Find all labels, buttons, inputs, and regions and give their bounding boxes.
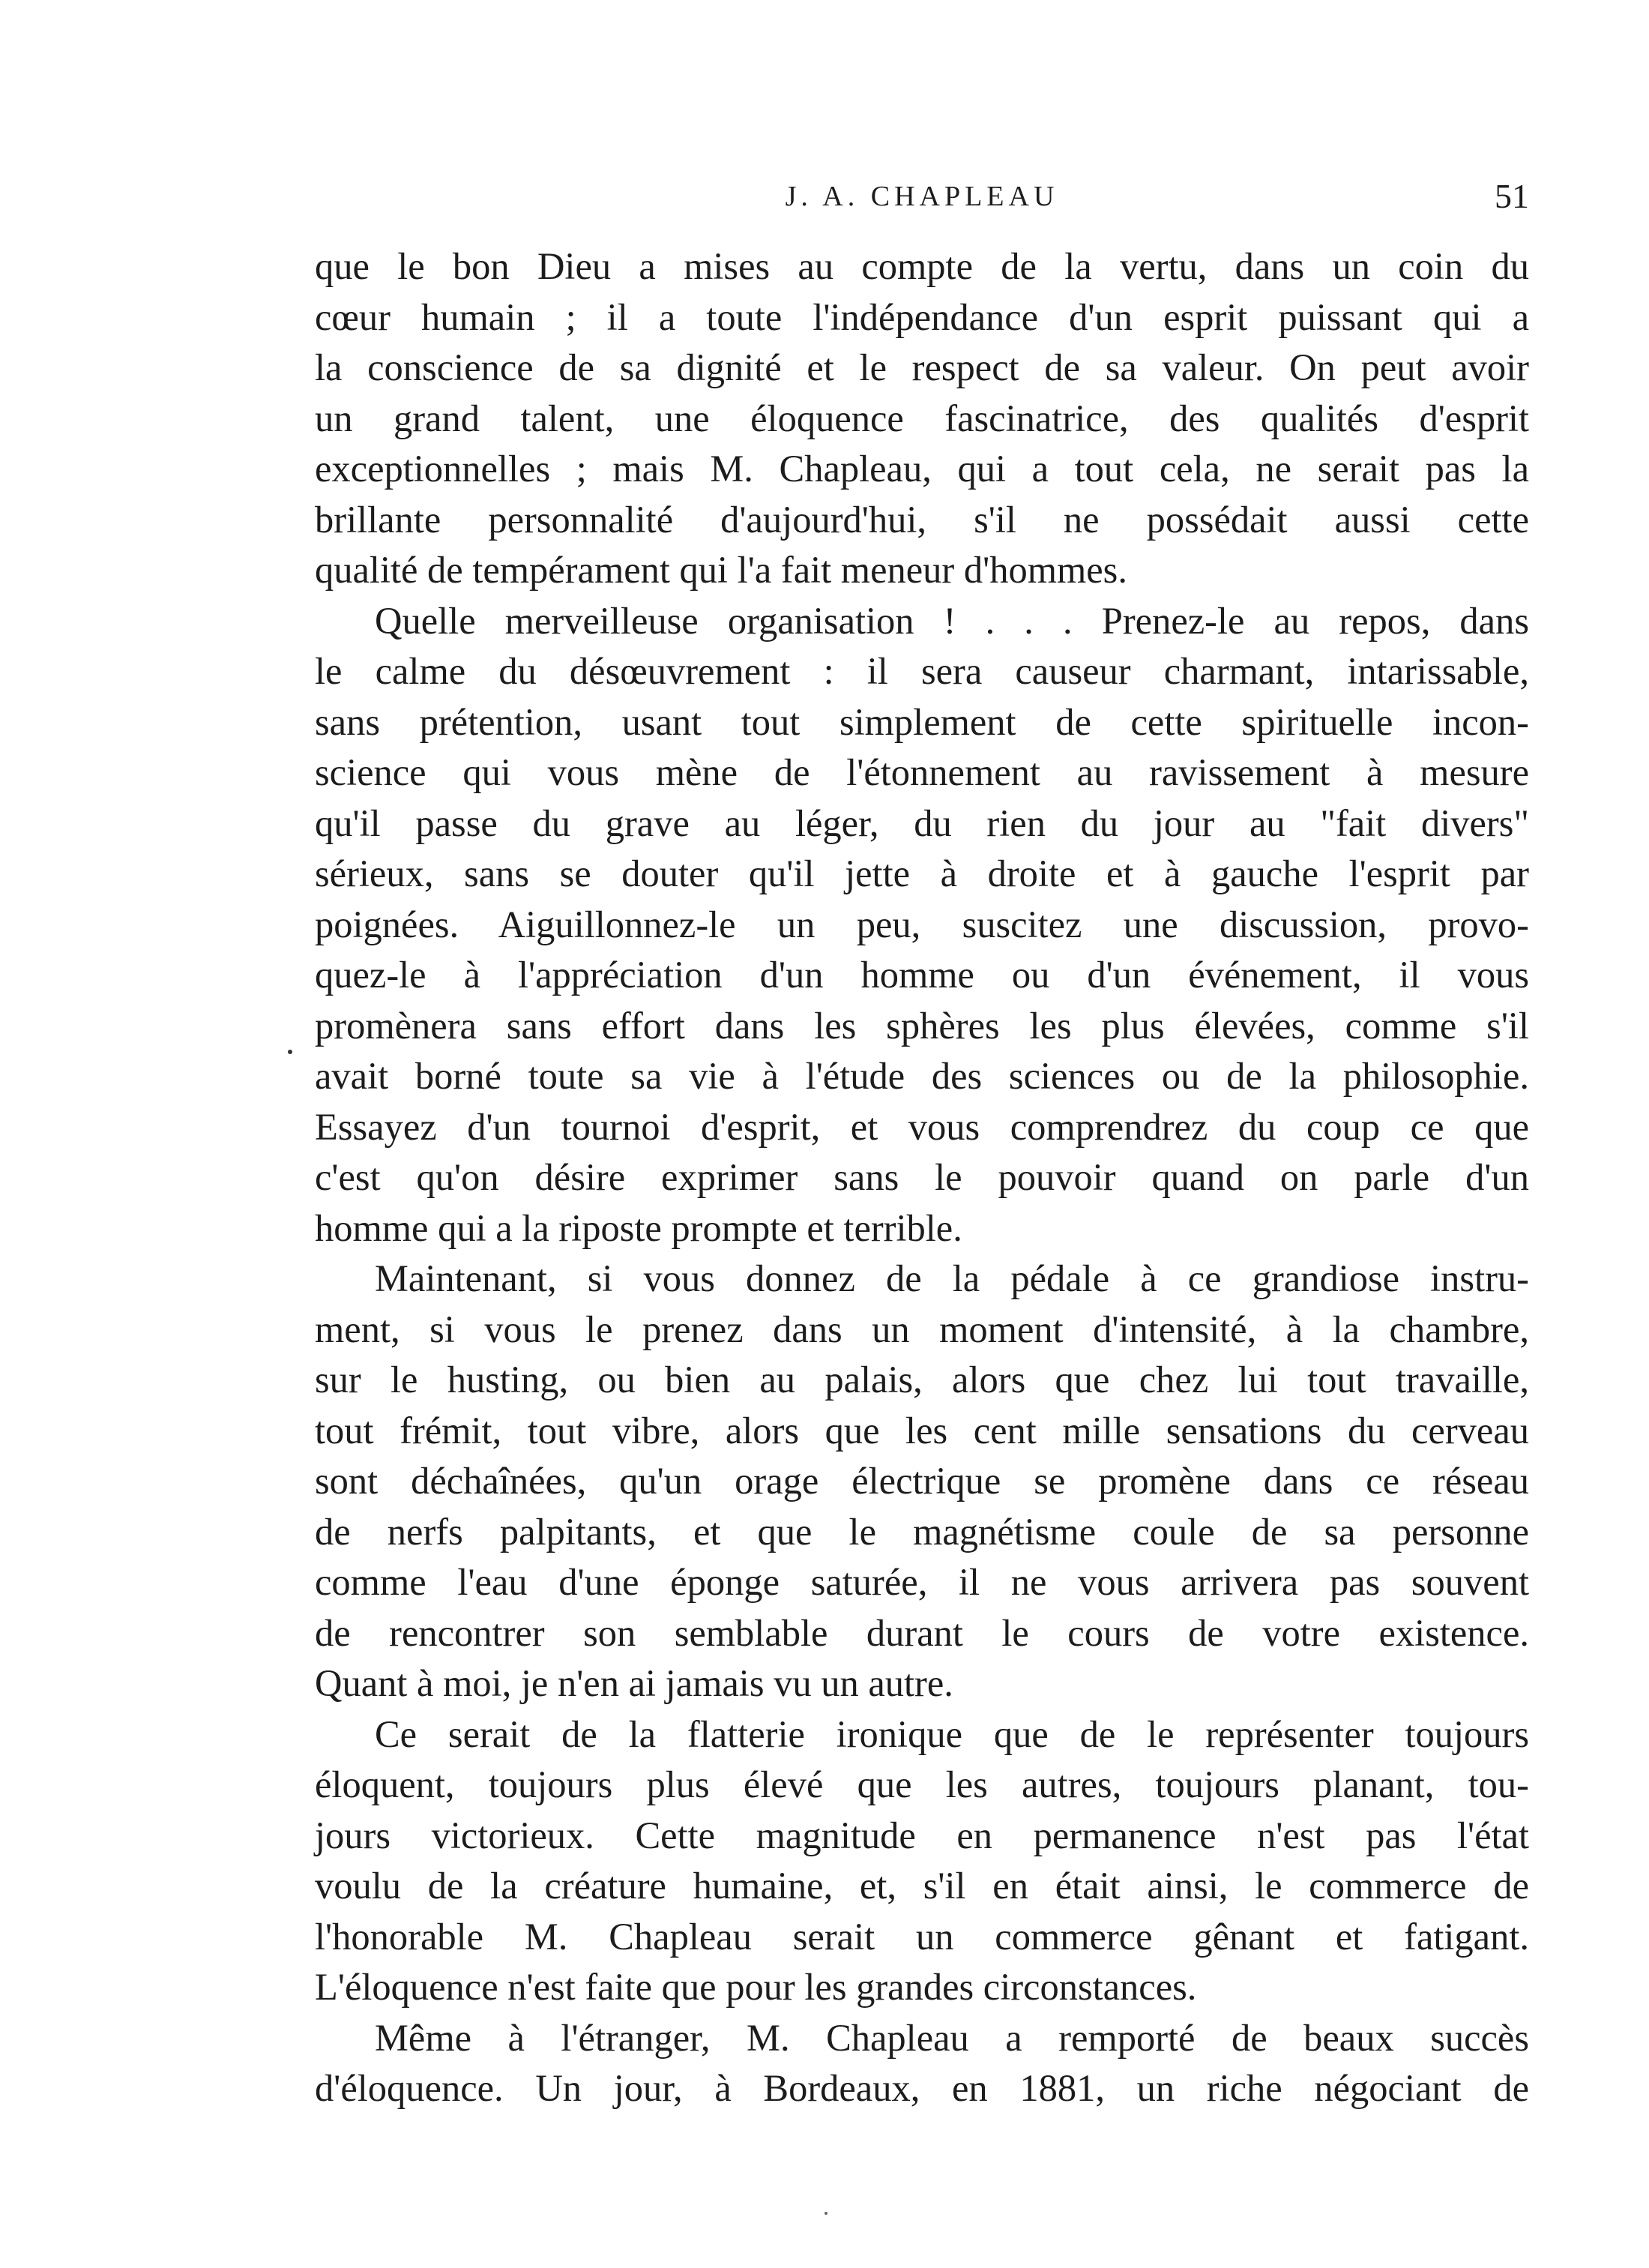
text-line: c'est qu'on désire exprimer sans le pouvoir quand on parle d'un bbox=[315, 1156, 1529, 1198]
text-line: d'éloquence. Un jour, à Bordeaux, en 1881, un riche négociant de bbox=[315, 2067, 1529, 2109]
text-line: sans prétention, usant tout simplement de cette spirituelle incon- bbox=[315, 700, 1529, 743]
paragraph bbox=[315, 241, 1529, 596]
text-line: comme l'eau d'une éponge saturée, il ne vous arrivera pas souvent bbox=[315, 1561, 1529, 1603]
text-line: cœur humain ; il a toute l'indépendance d'un esprit puissant qui a bbox=[315, 295, 1529, 338]
text-line: Essayez d'un tournoi d'esprit, et vous comprendrez du coup ce que bbox=[315, 1105, 1529, 1148]
paragraph bbox=[315, 1709, 1529, 2013]
text-line: poignées. Aiguillonnez-le un peu, suscitez une discussion, provo- bbox=[315, 903, 1529, 945]
text-line: exceptionnelles ; mais M. Chapleau, qui a tout cela, ne serait pas la bbox=[315, 448, 1529, 490]
text-line: voulu de la créature humaine, et, s'il en était ainsi, le commerce de bbox=[315, 1865, 1529, 1907]
text-line: science qui vous mène de l'étonnement au ravissement à mesure bbox=[315, 751, 1529, 793]
text-line: sérieux, sans se douter qu'il jette à droite et à gauche l'esprit par bbox=[315, 852, 1529, 894]
text-line: quez-le à l'appréciation d'un homme ou d'un événement, il vous bbox=[315, 954, 1529, 996]
text-line: Quant à moi, je n'en ai jamais vu un autre. bbox=[315, 1662, 953, 1704]
text-line: jours victorieux. Cette magnitude en permanence n'est pas l'état bbox=[315, 1814, 1529, 1856]
margin-mark bbox=[288, 1050, 292, 1054]
page-number: 51 bbox=[1495, 177, 1529, 215]
text-line: la conscience de sa dignité et le respect de sa valeur. On peut avoir bbox=[315, 346, 1529, 388]
text-line: le calme du désœuvrement : il sera causeur charmant, intarissable, bbox=[315, 650, 1529, 692]
print-speck bbox=[824, 2212, 827, 2215]
text-line: de rencontrer son semblable durant le cours de votre existence. bbox=[315, 1611, 1529, 1654]
running-head bbox=[315, 174, 1529, 219]
text-line: L'éloquence n'est faite que pour les grandes circonstances. bbox=[315, 1966, 1197, 2008]
text-line: qualité de tempérament qui l'a fait meneur d'hommes. bbox=[315, 549, 1127, 591]
paragraph bbox=[315, 2013, 1529, 2114]
text-line: avait borné toute sa vie à l'étude des sciences ou de la philosophie. bbox=[315, 1055, 1529, 1097]
text-line: Quelle merveilleuse organisation ! . . . Prenez-le au repos, dans bbox=[375, 599, 1529, 642]
text-line: promènera sans effort dans les sphères les plus élevées, comme s'il bbox=[315, 1004, 1529, 1047]
text-line: homme qui a la riposte prompte et terrible. bbox=[315, 1206, 962, 1249]
text-line: Ce serait de la flatterie ironique que de le représenter toujours bbox=[375, 1712, 1529, 1755]
text-line: Maintenant, si vous donnez de la pédale à ce grandiose instru- bbox=[375, 1257, 1529, 1299]
text-line: sur le husting, ou bien au palais, alors que chez lui tout travaille, bbox=[315, 1359, 1529, 1401]
text-line: l'honorable M. Chapleau serait un commerce gênant et fatigant. bbox=[315, 1915, 1529, 1958]
text-line: Même à l'étranger, M. Chapleau a remporté de beaux succès bbox=[375, 2016, 1529, 2059]
text-line: que le bon Dieu a mises au compte de la vertu, dans un coin du bbox=[315, 245, 1529, 287]
text-line: sont déchaînées, qu'un orage électrique se promène dans ce réseau bbox=[315, 1460, 1529, 1502]
running-title: J. A. CHAPLEAU bbox=[785, 181, 1059, 212]
text-line: ment, si vous le prenez dans un moment d'intensité, à la chambre, bbox=[315, 1308, 1529, 1350]
text-line: de nerfs palpitants, et que le magnétisme coule de sa personne bbox=[315, 1510, 1529, 1553]
text-line: éloquent, toujours plus élevé que les autres, toujours planant, tou- bbox=[315, 1763, 1529, 1805]
paragraph bbox=[315, 596, 1529, 1254]
text-line: tout frémit, tout vibre, alors que les cent mille sensations du cerveau bbox=[315, 1409, 1529, 1452]
text-line: un grand talent, une éloquence fascinatrice, des qualités d'esprit bbox=[315, 397, 1529, 439]
text-line: qu'il passe du grave au léger, du rien du jour au "fait divers" bbox=[315, 801, 1529, 844]
paragraph bbox=[315, 1254, 1529, 1709]
text-line: brillante personnalité d'aujourd'hui, s'il ne possédait aussi cette bbox=[315, 498, 1529, 541]
body-text bbox=[315, 241, 1529, 2114]
